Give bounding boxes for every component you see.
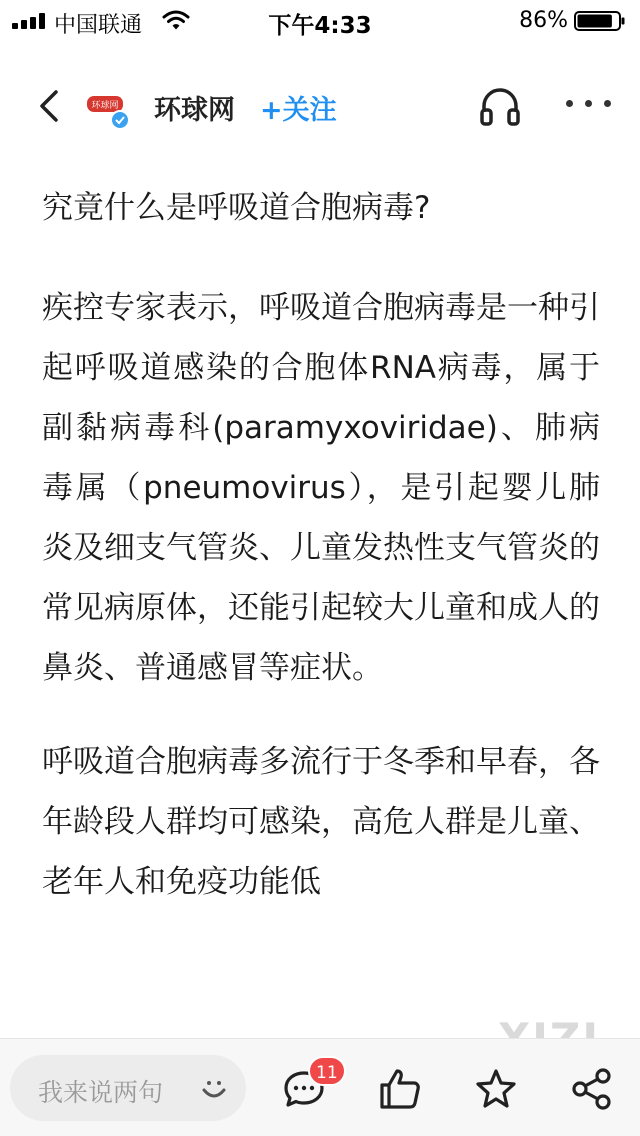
comment-count-badge: 11 bbox=[308, 1056, 346, 1086]
comment-placeholder: 我来说两句 bbox=[38, 1078, 164, 1107]
back-button[interactable] bbox=[34, 86, 64, 126]
source-avatar[interactable] bbox=[84, 84, 134, 134]
battery-icon bbox=[574, 11, 626, 31]
battery-percentage: 86% bbox=[519, 8, 568, 33]
follow-button[interactable]: +关注 bbox=[260, 95, 337, 126]
source-name[interactable]: 环球网 bbox=[154, 95, 235, 126]
comment-input[interactable] bbox=[10, 1055, 246, 1121]
battery-fill bbox=[578, 15, 612, 28]
emoji-icon[interactable] bbox=[198, 1072, 230, 1104]
star-favorite-icon[interactable] bbox=[474, 1067, 518, 1111]
carrier-name: 中国联通 bbox=[54, 13, 143, 38]
article-paragraph: 疾控专家表示，呼吸道合胞病毒是一种引起呼吸道感染的合胞体RNA病毒，属于副黏病毒科(paramyxoviridae)、肺病毒属（pneumovirus），是引起婴儿肺炎及细支气管炎、儿童发热性支气管炎的常见病原体，还能引起较大儿童和成人的鼻炎、普通感冒等症状。 bbox=[42, 290, 600, 686]
avatar-logo-text: 环球网 bbox=[91, 101, 119, 111]
thumbs-up-icon[interactable] bbox=[378, 1067, 422, 1111]
verified-badge-icon bbox=[111, 111, 129, 129]
article-heading: 究竟什么是呼吸道合胞病毒? bbox=[42, 190, 431, 226]
status-bar bbox=[0, 0, 640, 40]
clock-time: 下午4:33 bbox=[268, 13, 372, 39]
article-paragraph: 呼吸道合胞病毒多流行于冬季和早春，各年龄段人群均可感染，高危人群是儿童、老年人和免疫功能低 bbox=[42, 744, 600, 900]
more-options-button[interactable] bbox=[566, 100, 612, 112]
headphones-icon[interactable] bbox=[478, 84, 522, 128]
article-header bbox=[0, 66, 640, 146]
article-body bbox=[42, 178, 600, 946]
share-icon[interactable] bbox=[570, 1067, 614, 1111]
chevron-left-icon bbox=[42, 92, 56, 120]
bottom-action-bar bbox=[0, 1038, 640, 1136]
